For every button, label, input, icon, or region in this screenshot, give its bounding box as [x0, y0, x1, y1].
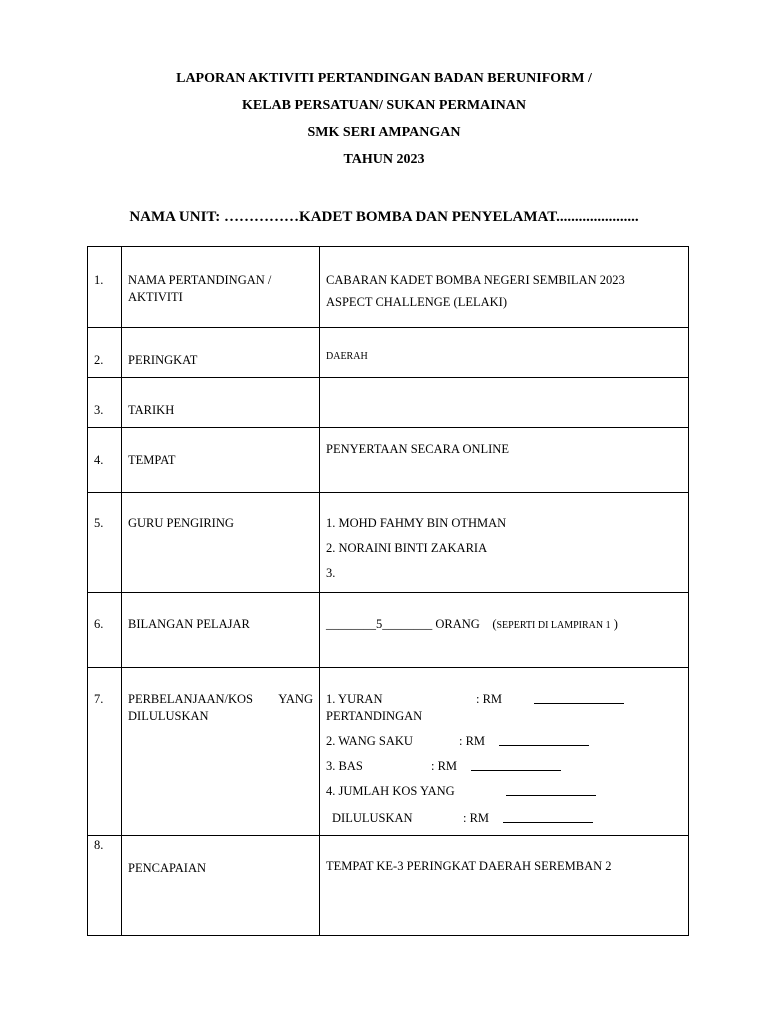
report-form-table [87, 246, 689, 936]
student-count-line [326, 616, 682, 634]
competition-name: CABARAN KADET BOMBA NEGERI SEMBILAN 2023 [326, 273, 625, 287]
row-number: 7. [94, 692, 104, 706]
row-number: 2. [94, 353, 104, 367]
table-row [88, 378, 689, 428]
venue-value: PENYERTAAN SECARA ONLINE [326, 442, 509, 456]
teacher-2: 2. NORAINI BINTI ZAKARIA [326, 541, 488, 555]
bus-amount-blank [471, 758, 561, 771]
row-number: 6. [94, 617, 104, 631]
cost-item-bus: 3. BAS : RM [326, 758, 682, 775]
cost-item-approved: DILULUSKAN : RM [326, 810, 682, 827]
table-row [88, 593, 689, 668]
teacher-3: 3. [326, 566, 336, 580]
level-value: DAERAH [326, 351, 368, 362]
approved-amount-blank [503, 810, 593, 823]
table-row [88, 836, 689, 936]
cost-item-fee: 1. YURAN PERTANDINGAN : RM [326, 691, 682, 725]
table-row [88, 428, 689, 493]
row-label: NAMA PERTANDINGAN / AKTIVITI [128, 273, 272, 304]
cost-label-left: PERBELANJAAN/KOS [128, 692, 254, 706]
row-label: GURU PENGIRING [128, 516, 234, 530]
title-line-2: KELAB PERSATUAN/ SUKAN PERMAINAN [241, 98, 527, 113]
date-value-cell [320, 378, 689, 428]
cost-label-line-2: DILULUSKAN [128, 709, 209, 723]
row-label: PENCAPAIAN [128, 861, 207, 875]
achievement-value: TEMPAT KE-3 PERINGKAT DAERAH SEREMBAN 2 [326, 859, 612, 873]
table-row [88, 328, 689, 378]
row-number: 4. [94, 453, 104, 467]
attachment-note: SEPERTI DI LAMPIRAN 1 [496, 620, 611, 631]
row-value-cell [320, 247, 689, 328]
title-line-3: SMK SERI AMPANGAN [307, 125, 461, 140]
title-line-1: LAPORAN AKTIVITI PERTANDINGAN BADAN BERUNIFORM / [176, 71, 592, 86]
row-number: 1. [94, 273, 104, 287]
report-title-block [0, 70, 768, 178]
row-number: 3. [94, 403, 104, 417]
attachment-note-open: ( [492, 617, 497, 631]
row-label: BILANGAN PELAJAR [128, 617, 250, 631]
row-label-cell [122, 247, 320, 328]
cost-label-line-1 [128, 691, 313, 708]
total-amount-blank [506, 783, 596, 796]
row-number: 8. [94, 838, 104, 852]
table-row [88, 247, 689, 328]
title-line-4: TAHUN 2023 [343, 152, 425, 167]
table-row [88, 668, 689, 836]
row-label: PERINGKAT [128, 353, 198, 367]
teacher-1: 1. MOHD FAHMY BIN OTHMAN [326, 516, 507, 530]
table-row [88, 493, 689, 593]
cost-label-right: YANG [278, 692, 313, 706]
row-number: 5. [94, 516, 104, 530]
row-label: TARIKH [128, 403, 175, 417]
fee-amount-blank [534, 691, 624, 704]
allowance-amount-blank [499, 733, 589, 746]
row-number-cell [88, 247, 122, 328]
student-count: ________5________ ORANG [326, 617, 480, 631]
cost-item-allowance: 2. WANG SAKU : RM [326, 733, 682, 750]
row-label: TEMPAT [128, 453, 176, 467]
cost-item-total: 4. JUMLAH KOS YANG [326, 783, 682, 800]
competition-subtitle: ASPECT CHALLENGE (LELAKI) [326, 295, 507, 309]
attachment-note-close: ) [613, 617, 618, 631]
unit-name-line: NAMA UNIT: ……………KADET BOMBA DAN PENYELAMAT...................... [129, 209, 639, 225]
